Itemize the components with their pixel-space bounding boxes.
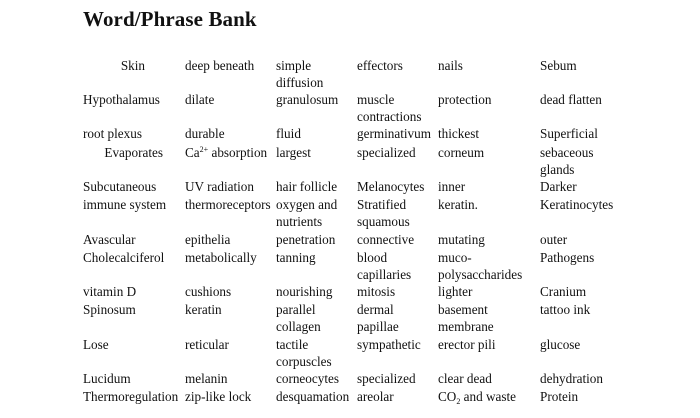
word-bank-term: deep beneath: [185, 58, 255, 73]
word-bank-term: parallel collagen: [276, 302, 321, 334]
word-bank-term: Evaporates: [104, 145, 163, 160]
word-bank-term: Spinosum: [83, 302, 136, 317]
word-bank-term: Sebum: [540, 58, 577, 73]
word-bank-term: dilate: [185, 92, 215, 107]
word-bank-term: immune system: [83, 197, 167, 212]
word-bank-term: tanning: [276, 250, 316, 265]
word-bank-term: effectors: [357, 58, 403, 73]
word-bank-term: tactile corpuscles: [276, 337, 332, 369]
word-bank-term: mitosis: [357, 284, 396, 299]
word-bank-term: protection: [438, 92, 492, 107]
word-bank-term: dehydration: [540, 371, 603, 386]
word-bank-term: connective: [357, 232, 415, 247]
word-bank-term: Subcutaneous: [83, 179, 157, 194]
word-bank-term: germinativum: [357, 126, 431, 141]
word-bank-term: muscle contractions: [357, 92, 422, 124]
word-bank-term: Lucidum: [83, 371, 131, 386]
word-bank-term: specialized: [357, 145, 416, 160]
word-bank-term: corneocytes: [276, 371, 339, 386]
word-bank-term: hair follicle: [276, 179, 338, 194]
word-bank-term: nourishing: [276, 284, 333, 299]
word-bank-term: durable: [185, 126, 225, 141]
word-bank-term: Superficial: [540, 126, 598, 141]
word-bank-term: Avascular: [83, 232, 136, 247]
word-bank-term: $CO_2$ and waste: [438, 389, 516, 406]
word-bank-term: areolar: [357, 389, 394, 404]
word-bank-term: largest: [276, 145, 311, 160]
word-bank-term: clear dead: [438, 371, 492, 386]
word-bank-term: melanin: [185, 371, 228, 386]
word-bank-term: blood capillaries: [357, 250, 412, 282]
word-bank-term: thermoreceptors: [185, 197, 271, 212]
word-bank-term: tattoo ink: [540, 302, 591, 317]
word-bank-term: Hypothalamus: [83, 92, 160, 107]
word-bank-term: erector pili: [438, 337, 496, 352]
word-bank-term: dermal papillae: [357, 302, 399, 334]
word-bank-term: keratin: [185, 302, 222, 317]
word-bank-term: corneum: [438, 145, 485, 160]
word-bank-term: basement membrane: [438, 302, 494, 334]
word-bank-term: dead flatten: [540, 92, 602, 107]
word-bank-term: simple diffusion: [276, 58, 324, 90]
word-bank-term: Cholecalciferol: [83, 250, 165, 265]
word-bank-term: $Ca^{2+}$ absorption: [185, 145, 268, 160]
word-bank-term: mutating: [438, 232, 485, 247]
word-bank-term: oxygen and nutrients: [276, 197, 338, 229]
word-bank-term: lighter: [438, 284, 473, 299]
word-bank-term: fluid: [276, 126, 301, 141]
word-bank-term: reticular: [185, 337, 229, 352]
page-title: Word/Phrase Bank: [83, 7, 257, 31]
word-bank-term: outer: [540, 232, 568, 247]
word-bank-term: thickest: [438, 126, 480, 141]
word-bank-term: granulosum: [276, 92, 339, 107]
word-bank-term: desquamation: [276, 389, 350, 404]
word-bank-term: metabolically: [185, 250, 257, 265]
word-bank-term: epithelia: [185, 232, 231, 247]
word-bank-term: Keratinocytes: [540, 197, 614, 212]
word-bank-term: Cranium: [540, 284, 587, 299]
word-bank-term: nails: [438, 58, 463, 73]
word-bank-term: root plexus: [83, 126, 142, 141]
word-bank-term: Skin: [120, 58, 145, 73]
word-bank-term: cushions: [185, 284, 232, 299]
word-bank-term: glucose: [540, 337, 581, 352]
word-bank-term: muco- polysaccharides: [438, 250, 523, 282]
word-bank-term: zip-like lock: [185, 389, 252, 404]
word-bank-term: vitamin D: [83, 284, 137, 299]
word-bank-term: Lose: [83, 337, 109, 352]
word-bank-term: Melanocytes: [357, 179, 425, 194]
word-bank-term: Stratified squamous: [357, 197, 410, 229]
word-bank-term: Darker: [540, 179, 577, 194]
word-bank-term: UV radiation: [185, 179, 254, 194]
word-bank-term: Pathogens: [540, 250, 595, 265]
word-bank-term: sebaceous glands: [540, 145, 594, 177]
word-bank-term: keratin.: [438, 197, 478, 212]
word-bank-term: Thermoregulation: [83, 389, 179, 404]
word-bank-term: inner: [438, 179, 466, 194]
word-bank-term: specialized: [357, 371, 416, 386]
word-bank-term: penetration: [276, 232, 336, 247]
word-bank-term: Protein: [540, 389, 579, 404]
word-bank-term: sympathetic: [357, 337, 421, 352]
